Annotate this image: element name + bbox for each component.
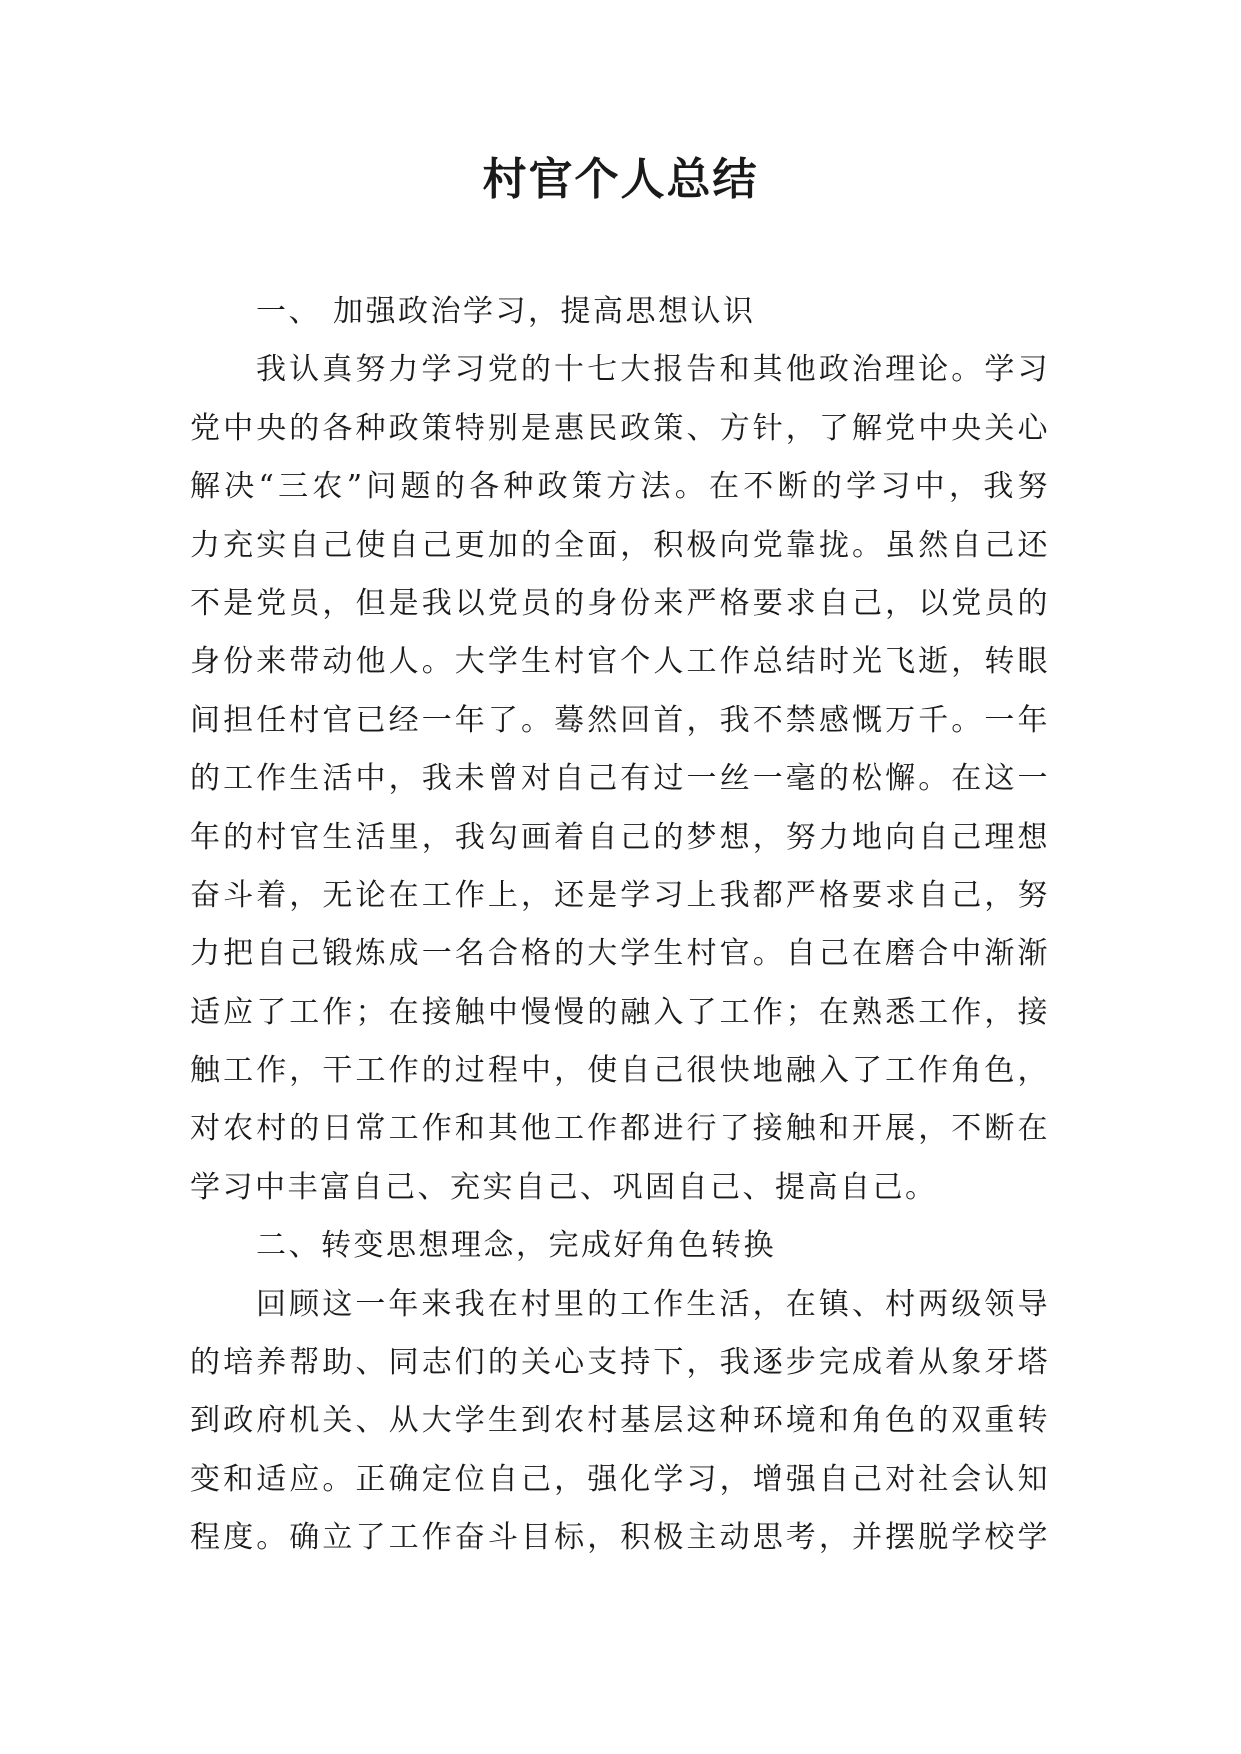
document-title: 村官个人总结 (482, 154, 759, 205)
body-text-line: 回顾这一年来我在村里的工作生活，在镇、村两级领导 (256, 1286, 1050, 1322)
body-text-line: 变和适应。正确定位自己，强化学习，增强自己对社会认知 (190, 1461, 1050, 1497)
body-text-line: 间担任村官已经一年了。蓦然回首，我不禁感慨万千。一年 (190, 702, 1050, 738)
body-text-line: 到政府机关、从大学生到农村基层这种环境和角色的双重转 (190, 1403, 1050, 1439)
body-text-line: 力把自己锻炼成一名合格的大学生村官。自己在磨合中渐渐 (190, 936, 1050, 972)
body-text-line: 学习中丰富自己、充实自己、巩固自己、提高自己。 (190, 1169, 938, 1205)
body-text-line: 对农村的日常工作和其他工作都进行了接触和开展，不断在 (190, 1111, 1050, 1147)
body-text-line: 不是党员，但是我以党员的身份来严格要求自己，以党员的 (190, 585, 1050, 621)
body-text-line: 身份来带动他人。大学生村官个人工作总结时光飞逝，转眼 (190, 644, 1050, 680)
body-text-line: 解决“三农”问题的各种政策方法。在不断的学习中，我努 (190, 469, 1050, 505)
body-text-line: 触工作，干工作的过程中，使自己很快地融入了工作角色， (190, 1053, 1050, 1089)
body-text-line: 年的村官生活里，我勾画着自己的梦想，努力地向自己理想 (190, 819, 1050, 855)
body-text-line: 党中央的各种政策特别是惠民政策、方针，了解党中央关心 (190, 410, 1050, 446)
body-text-line: 的培养帮助、同志们的关心支持下，我逐步完成着从象牙塔 (190, 1345, 1050, 1381)
body-text-line: 适应了工作；在接触中慢慢的融入了工作；在熟悉工作，接 (190, 994, 1050, 1030)
body-text-line: 的工作生活中，我未曾对自己有过一丝一毫的松懈。在这一 (190, 761, 1050, 797)
body-text-line: 奋斗着，无论在工作上，还是学习上我都严格要求自己，努 (190, 877, 1050, 913)
body-text-line: 我认真努力学习党的十七大报告和其他政治理论。学习 (256, 352, 1050, 388)
document-body (190, 283, 1050, 1568)
body-text-line: 二、转变思想理念，完成好角色转换 (256, 1228, 776, 1264)
body-text-line: 程度。确立了工作奋斗目标，积极主动思考，并摆脱学校学 (190, 1520, 1050, 1556)
body-text-line: 一、 加强政治学习，提高思想认识 (256, 294, 756, 329)
body-text-line: 力充实自己使自己更加的全面，积极向党靠拢。虽然自己还 (190, 527, 1050, 563)
